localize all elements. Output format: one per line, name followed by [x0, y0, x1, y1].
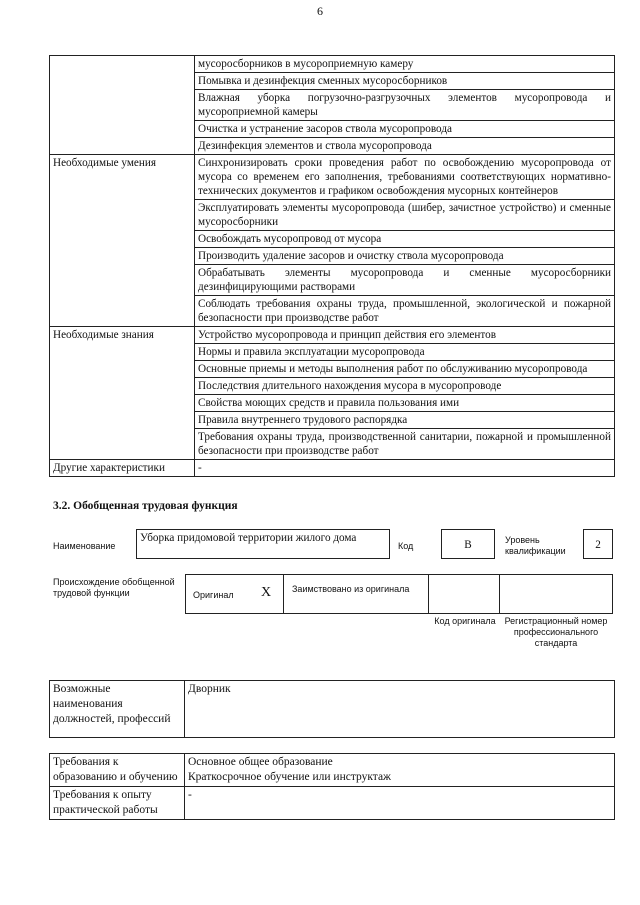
- row-item: Свойства моющих средств и правила пользования ими: [195, 395, 615, 412]
- row-item: Требования охраны труда, производственной санитарии, пожарной и промышленной безопасности при производстве работ: [195, 429, 615, 460]
- table-row: [50, 681, 615, 738]
- level-value: 2: [595, 539, 601, 551]
- function-name: Уборка придомовой территории жилого дома: [140, 532, 357, 544]
- positions-label: Возможные наименования должностей, профессий: [50, 681, 185, 738]
- requirement-line: Краткосрочное обучение или инструктаж: [188, 771, 391, 783]
- row-item: Соблюдать требования охраны труда, промышленной, экологической и пожарной безопасности при производстве работ: [195, 296, 615, 327]
- row-item: Обрабатывать элементы мусоропровода и сменные мусоросборники дезинфицирующими растворами: [195, 265, 615, 296]
- requirement-line: -: [188, 789, 192, 801]
- table-row: [50, 460, 615, 477]
- page-number: 6: [317, 4, 323, 18]
- original-mark: X: [261, 585, 272, 600]
- code-value: B: [464, 539, 472, 551]
- row-label: [50, 56, 195, 155]
- code-label: Код: [398, 541, 414, 551]
- requirement-label: Требования к опыту практической работы: [50, 787, 185, 820]
- row-item: Очистка и устранение засоров ствола мусоропровода: [195, 121, 615, 138]
- original-label: Оригинал: [193, 590, 234, 600]
- borrowed-label: Заимствовано из оригинала: [292, 584, 410, 594]
- divider: [499, 575, 500, 613]
- level-box: [583, 529, 613, 559]
- divider: [283, 575, 284, 613]
- positions-value: Дворник: [185, 681, 615, 738]
- reg-number-caption: Регистрационный номер профессионального стандарта: [504, 616, 608, 648]
- name-label: Наименование: [53, 541, 116, 551]
- table-row: [50, 787, 615, 820]
- level-label: Уровень квалификации: [505, 535, 566, 556]
- row-item: мусоросборников в мусороприемную камеру: [195, 56, 615, 73]
- code-box: [441, 529, 495, 559]
- row-item: Правила внутреннего трудового распорядка: [195, 412, 615, 429]
- row-item: -: [195, 460, 615, 477]
- skills-table: [49, 55, 615, 477]
- requirements-table: [49, 753, 615, 820]
- row-item: Синхронизировать сроки проведения работ по освобождению мусоропровода от мусора со временем его заполнения, требованиями соответствующих нормативно-технических документов и графиком освобождения мусорных контейнеров: [195, 155, 615, 200]
- table-row: [50, 56, 615, 73]
- requirement-value: [185, 787, 615, 820]
- origin-label: Происхождение обобщенной трудовой функции: [53, 577, 175, 598]
- row-item: Дезинфекция элементов и ствола мусоропровода: [195, 138, 615, 155]
- positions-table: [49, 680, 615, 738]
- row-item: Помывка и дезинфекция сменных мусоросборников: [195, 73, 615, 90]
- row-item: Эксплуатировать элементы мусоропровода (шибер, зачистное устройство) и сменные мусоросборники: [195, 200, 615, 231]
- table-row: [50, 155, 615, 200]
- row-item: Последствия длительного нахождения мусора в мусоропроводе: [195, 378, 615, 395]
- row-item: Производить удаление засоров и очистку ствола мусоропровода: [195, 248, 615, 265]
- row-item: Освобождать мусоропровод от мусора: [195, 231, 615, 248]
- row-item: Устройство мусоропровода и принцип действия его элементов: [195, 327, 615, 344]
- table-row: [50, 754, 615, 787]
- requirement-label: Требования к образованию и обучению: [50, 754, 185, 787]
- code-original-caption: Код оригинала: [434, 616, 496, 626]
- origin-box: [185, 574, 613, 614]
- row-label: Необходимые умения: [50, 155, 195, 327]
- row-item: Влажная уборка погрузочно-разгрузочных элементов мусоропровода и мусороприемной камеры: [195, 90, 615, 121]
- section-heading: 3.2. Обобщенная трудовая функция: [53, 500, 238, 512]
- row-item: Нормы и правила эксплуатации мусоропровода: [195, 344, 615, 361]
- requirement-value: [185, 754, 615, 787]
- row-item: Основные приемы и методы выполнения работ по обслуживанию мусоропровода: [195, 361, 615, 378]
- function-name-box: [136, 529, 390, 559]
- row-label: Другие характеристики: [50, 460, 195, 477]
- row-label: Необходимые знания: [50, 327, 195, 460]
- divider: [428, 575, 429, 613]
- requirement-line: Основное общее образование: [188, 756, 333, 768]
- table-row: [50, 327, 615, 344]
